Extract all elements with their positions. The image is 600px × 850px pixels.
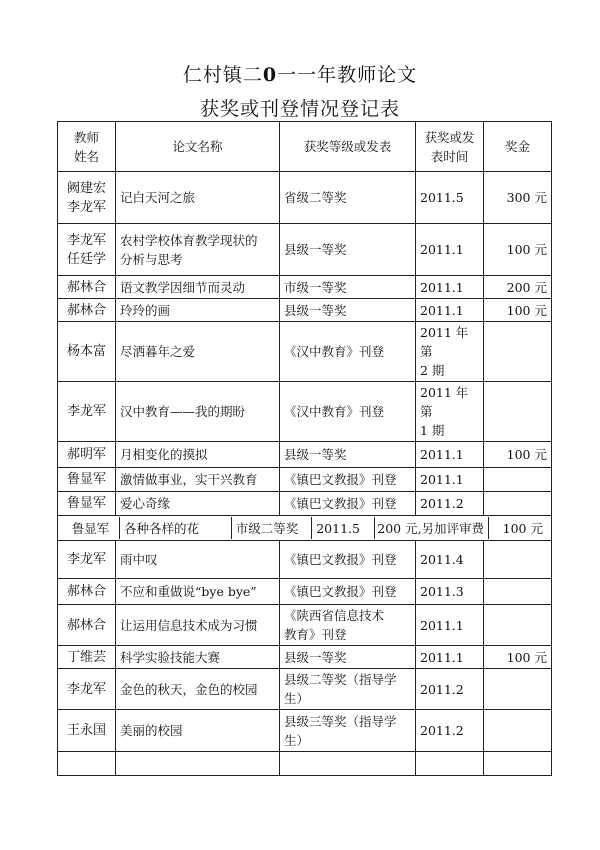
teacher-line: 郝林合 (66, 279, 106, 295)
time-cell (416, 322, 484, 382)
table-row (58, 322, 552, 382)
award-line: 《陕西省信息技术 (284, 608, 385, 623)
teacher-cell (58, 492, 116, 516)
table-header-row (58, 122, 552, 172)
header-paper: 论文名称 (116, 122, 280, 172)
empty-cell (116, 752, 280, 776)
bonus-cell (484, 541, 552, 579)
table-row (58, 710, 552, 752)
teacher-cell (58, 646, 116, 669)
award-line: 县级一等奖 (284, 447, 347, 462)
title-zero: 0 (262, 64, 278, 86)
title-suffix: 一一年教师论文 (277, 64, 418, 86)
table-row (58, 468, 552, 492)
award-cell (280, 541, 416, 579)
header-bonus: 奖金 (484, 122, 552, 172)
award-cell (280, 669, 416, 710)
bonus-cell (484, 382, 552, 442)
award-line: 《汉中教育》刊登 (284, 404, 385, 419)
award-cell (280, 468, 416, 492)
paper-cell (116, 669, 280, 710)
special-paper: 各种各样的花 (119, 517, 231, 539)
paper-cell (116, 322, 280, 382)
teacher-cell (58, 468, 116, 492)
time-cell (416, 579, 484, 605)
paper-line: 美丽的校园 (120, 723, 183, 738)
header-time: 获奖或发 表时间 (416, 122, 484, 172)
paper-cell (116, 382, 280, 442)
teacher-line: 丁维芸 (66, 649, 106, 665)
bonus-cell (484, 669, 552, 710)
empty-cell (280, 752, 416, 776)
time-line: 2011.2 (420, 496, 464, 511)
table-row (58, 299, 552, 322)
empty-cell (484, 752, 552, 776)
award-line: 县级一等奖 (284, 649, 347, 665)
award-line: 市级一等奖 (284, 279, 347, 295)
time-cell (416, 669, 484, 710)
bonus-cell: 100 元 (484, 646, 552, 669)
bonus-cell (484, 605, 552, 646)
time-cell (416, 299, 484, 322)
table-row-empty (58, 752, 552, 776)
teacher-cell (58, 299, 116, 322)
paper-line: 金色的秋天，金色的校园 (120, 681, 258, 697)
teacher-cell (58, 541, 116, 579)
teacher-line: 李龙军 (66, 404, 106, 419)
table-row (58, 172, 552, 224)
paper-cell (116, 224, 280, 276)
time-cell (416, 224, 484, 276)
paper-line: 分析与思考 (120, 251, 183, 267)
bonus-cell: 100 元 (484, 442, 552, 468)
bonus-cell (484, 579, 552, 605)
table-row (58, 646, 552, 669)
teacher-line: 任廷学 (66, 251, 106, 267)
time-line: 2011.1 (420, 617, 464, 633)
paper-line: 玲玲的画 (120, 302, 171, 318)
teacher-cell (58, 276, 116, 299)
teacher-cell (58, 579, 116, 605)
bonus-cell (484, 710, 552, 752)
time-line: 2011 年第 (420, 325, 469, 359)
table-row (58, 605, 552, 646)
paper-cell (116, 172, 280, 224)
award-line: 生） (284, 732, 310, 748)
paper-line: 汉中教育——我的期盼 (120, 404, 246, 419)
time-cell (416, 541, 484, 579)
award-cell (280, 276, 416, 299)
teacher-line: 郝明军 (66, 447, 106, 462)
teacher-cell (58, 382, 116, 442)
award-cell (280, 382, 416, 442)
paper-line: 激情做事业，实干兴教育 (120, 472, 258, 487)
award-line: 县级一等奖 (284, 242, 347, 257)
time-cell (416, 468, 484, 492)
teacher-line: 鲁显军 (66, 496, 106, 511)
time-line: 2011.4 (420, 552, 464, 567)
award-line: 《镇巴文教报》刊登 (284, 584, 397, 599)
empty-cell (58, 752, 116, 776)
time-line: 2011.5 (420, 190, 464, 205)
time-line: 2011.2 (420, 723, 464, 738)
award-cell (280, 579, 416, 605)
header-award: 获奖等级或发表 (280, 122, 416, 172)
teacher-line: 郝林合 (66, 584, 106, 599)
table-row (58, 669, 552, 710)
teacher-cell (58, 322, 116, 382)
teacher-cell (58, 224, 116, 276)
time-cell (416, 646, 484, 669)
time-cell (416, 605, 484, 646)
special-teacher: 鲁显军 (71, 520, 110, 536)
time-cell (416, 382, 484, 442)
award-cell (280, 224, 416, 276)
teacher-line: 李龙军 (66, 552, 106, 567)
award-cell (280, 710, 416, 752)
paper-cell (116, 579, 280, 605)
award-line: 《汉中教育》刊登 (284, 344, 385, 359)
special-note: 200 元,另加评审费 (374, 517, 488, 539)
special-award: 市级二等奖 (231, 517, 311, 539)
bonus-cell (484, 492, 552, 516)
teacher-line: 鲁显军 (66, 472, 106, 487)
award-cell (280, 646, 416, 669)
paper-line: 不应和重做说“bye bye” (120, 584, 257, 599)
award-line: 《镇巴文教报》刊登 (284, 496, 397, 511)
table-row (58, 276, 552, 299)
table-row (58, 579, 552, 605)
paper-line: 记白天河之旅 (120, 190, 196, 205)
paper-cell (116, 468, 280, 492)
award-cell (280, 172, 416, 224)
paper-cell (116, 541, 280, 579)
award-cell (280, 442, 416, 468)
teacher-line: 郝林合 (66, 302, 106, 318)
awards-table (57, 121, 552, 776)
award-line: 县级三等奖（指导学 (284, 713, 397, 729)
header-teacher: 教师 姓名 (58, 122, 116, 172)
award-cell (280, 492, 416, 516)
award-line: 省级二等奖 (284, 190, 347, 205)
paper-line: 月相变化的摸拟 (120, 447, 208, 462)
special-row-cell (58, 516, 552, 541)
award-line: 生） (284, 691, 310, 706)
paper-line: 让运用信息技术成为习惯 (120, 617, 258, 633)
time-line: 2011.1 (420, 302, 464, 318)
award-line: 教育》刊登 (284, 627, 347, 642)
teacher-cell (58, 710, 116, 752)
time-line: 2011.1 (420, 279, 464, 295)
paper-cell (116, 442, 280, 468)
time-line: 2 期 (420, 363, 445, 378)
time-line: 2011 年第 (420, 385, 469, 419)
bonus-cell (484, 322, 552, 382)
teacher-cell (58, 442, 116, 468)
time-line: 2011.3 (420, 584, 464, 599)
paper-cell (116, 276, 280, 299)
time-cell (416, 172, 484, 224)
bonus-cell: 200 元 (484, 276, 552, 299)
paper-cell (116, 605, 280, 646)
table-row (58, 382, 552, 442)
teacher-cell (58, 669, 116, 710)
award-cell (280, 299, 416, 322)
paper-line: 尽洒暮年之爱 (120, 344, 196, 359)
teacher-line: 郝林合 (66, 617, 106, 633)
teacher-line: 李龙军 (66, 681, 106, 697)
special-time: 2011.5 (311, 517, 374, 539)
bonus-cell: 100 元 (484, 224, 552, 276)
award-cell (280, 605, 416, 646)
teacher-line: 王永国 (66, 723, 106, 738)
bonus-cell: 300 元 (484, 172, 552, 224)
paper-cell (116, 646, 280, 669)
empty-cell (416, 752, 484, 776)
bonus-cell: 100 元 (484, 299, 552, 322)
table-row-special (58, 516, 552, 541)
special-bonus: 100 元 (488, 517, 547, 539)
time-line: 2011.1 (420, 447, 464, 462)
award-cell (280, 322, 416, 382)
document-title-line2: 获奖或刊登情况登记表 (199, 98, 400, 120)
time-line: 2011.1 (420, 472, 464, 487)
time-line: 2011.2 (420, 681, 464, 697)
time-cell (416, 442, 484, 468)
award-line: 《镇巴文教报》刊登 (284, 472, 397, 487)
table-row (58, 492, 552, 516)
teacher-line: 李龙军 (66, 232, 106, 248)
time-cell (416, 710, 484, 752)
paper-line: 爱心奇缘 (120, 496, 171, 511)
teacher-cell (58, 605, 116, 646)
paper-line: 农村学校体育教学现状的 (120, 232, 258, 248)
time-line: 2011.1 (420, 649, 464, 665)
table-row (58, 541, 552, 579)
time-cell (416, 276, 484, 299)
document-title-line1 (0, 60, 600, 87)
paper-line: 科学实验技能大赛 (120, 649, 221, 665)
title-prefix: 仁村镇二 (182, 64, 263, 86)
paper-cell (116, 492, 280, 516)
paper-line: 语文教学因细节而灵动 (120, 279, 246, 295)
teacher-cell (58, 172, 116, 224)
time-line: 2011.1 (420, 242, 464, 257)
time-cell (416, 492, 484, 516)
teacher-line: 杨本富 (66, 344, 106, 359)
table-row (58, 224, 552, 276)
award-line: 《镇巴文教报》刊登 (284, 552, 397, 567)
paper-line: 雨中叹 (120, 552, 158, 567)
table-row (58, 442, 552, 468)
teacher-line: 李龙军 (66, 199, 106, 215)
bonus-cell (484, 468, 552, 492)
time-line: 1 期 (420, 423, 445, 438)
paper-cell (116, 710, 280, 752)
award-line: 县级一等奖 (284, 302, 347, 318)
award-line: 县级二等奖（指导学 (284, 672, 397, 687)
paper-cell (116, 299, 280, 322)
teacher-line: 阙建宏 (66, 180, 106, 196)
